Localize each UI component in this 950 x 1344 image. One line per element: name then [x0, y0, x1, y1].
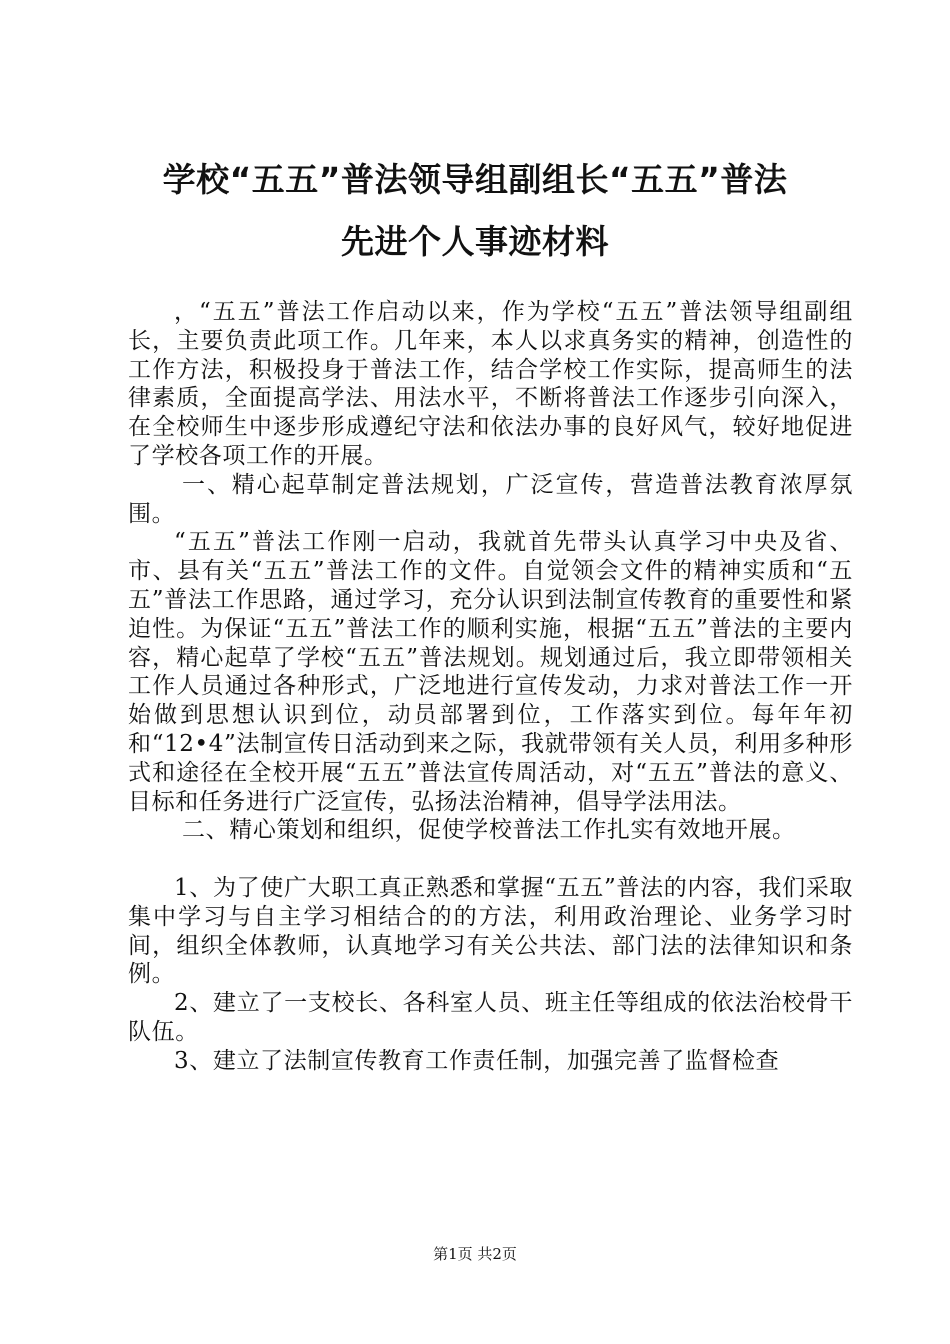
document-body: [128, 298, 853, 1076]
paragraph-item-2: 2、建立了一支校长、各科室人员、班主任等组成的依法治校骨干队伍。: [128, 990, 853, 1045]
section-heading-1: 一、精心起草制定普法规划，广泛宣传，营造普法教育浓厚氛围。: [128, 471, 853, 527]
paragraph-section-1: “五五”普法工作刚一启动，我就首先带头认真学习中央及省、市、县有关“五五”普法工作的文件。自觉领会文件的精神实质和“五五”普法工作思路，通过学习，充分认识到法制宣传教育的重要性和紧迫性。为保证“五五”普法工作的顺利实施，根据“五五”普法的主要内容，精心起草了学校“五五”普法规划。规划通过后，我立即带领相关工作人员通过各种形式，广泛地进行宣传发动，力求对普法工作一开始做到思想认识到位，动员部署到位，工作落实到位。每年年初和“12•4”法制宣传日活动到来之际，我就带领有关人员，利用多种形式和途径在全校开展“五五”普法宣传周活动，对“五五”普法的意义、目标和任务进行广泛宣传，弘扬法治精神，倡导学法用法。: [128, 529, 853, 815]
paragraph-item-1: 1、为了使广大职工真正熟悉和掌握“五五”普法的内容，我们采取集中学习与自主学习相结合的的方法，利用政治理论、业务学习时间，组织全体教师，认真地学习有关公共法、部门法的法律知识和条例。: [128, 874, 853, 988]
paragraph-intro: ，“五五”普法工作启动以来，作为学校“五五”普法领导组副组长，主要负责此项工作。几年来，本人以求真务实的精神，创造性的工作方法，积极投身于普法工作，结合学校工作实际，提高师生的法律素质，全面提高学法、用法水平，不断将普法工作逐步引向深入，在全校师生中逐步形成遵纪守法和依法办事的良好风气，较好地促进了学校各项工作的开展。: [128, 299, 853, 469]
paragraph-item-3: 3、建立了法制宣传教育工作责任制，加强完善了监督检查: [174, 1047, 780, 1074]
document-title-line-1: 学校“五五”普法领导组副组长“五五”普法: [162, 160, 788, 199]
section-heading-2: 二、精心策划和组织，促使学校普法工作扎实有效地开展。: [182, 817, 796, 844]
paragraph-spacer: [128, 845, 853, 874]
document-title-line-2: 先进个人事迹材料: [341, 222, 609, 261]
page-footer: 第1页 共2页: [433, 1245, 517, 1263]
